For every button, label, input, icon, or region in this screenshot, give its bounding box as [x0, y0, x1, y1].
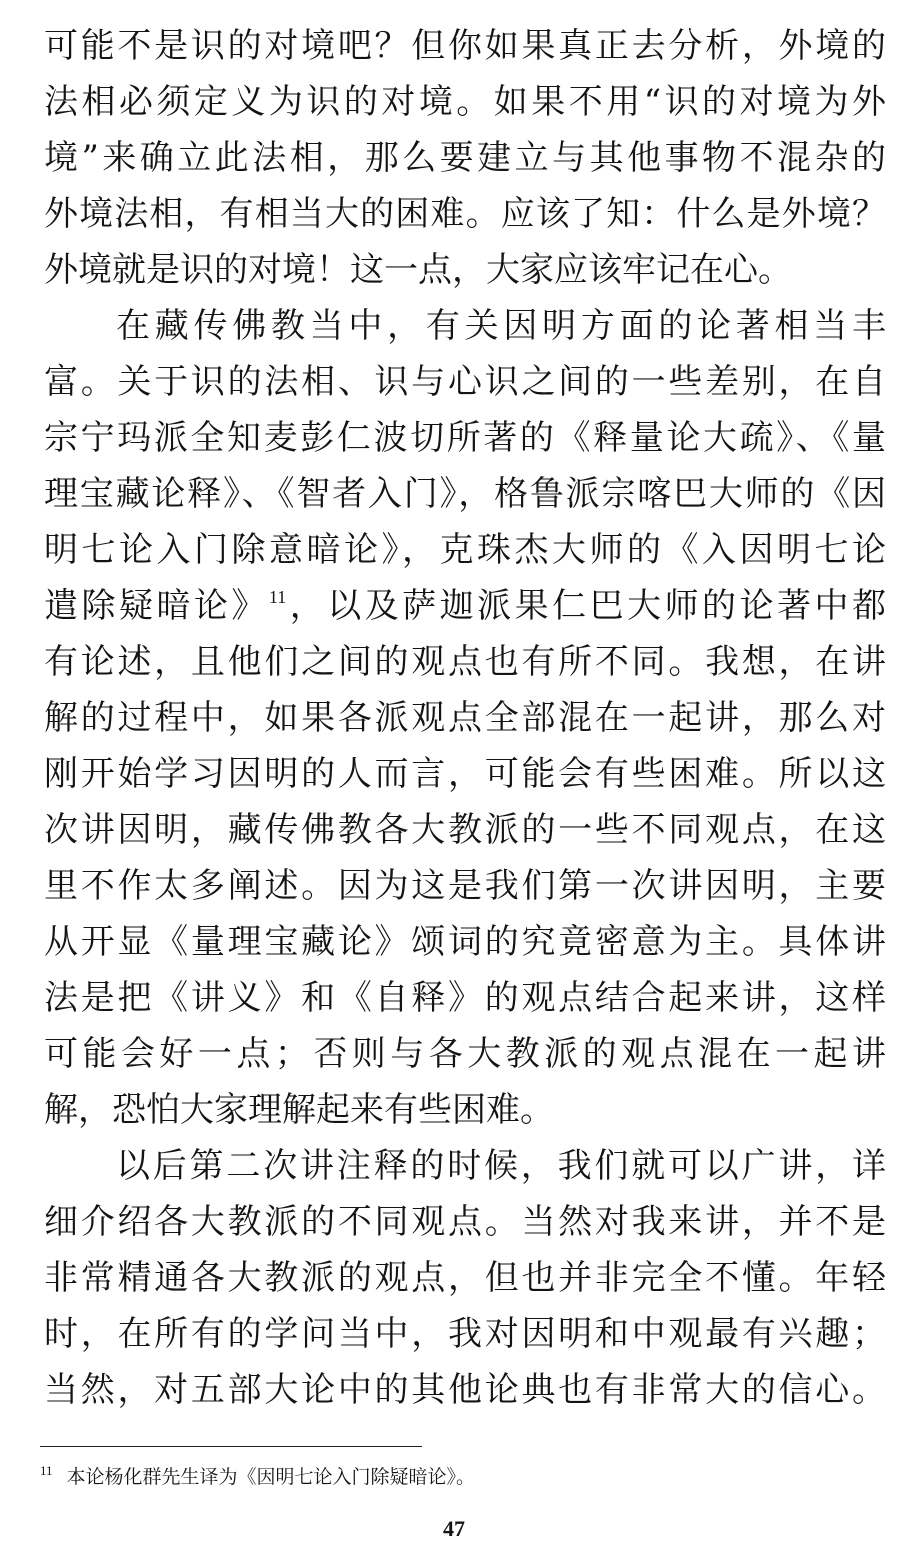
text-line: 宗宁玛派全知麦彭仁波切所著的《释量论大疏》、《量	[44, 418, 886, 458]
text-line-with-footnote-ref	[44, 578, 886, 634]
text-line: 富。关于识的法相、识与心识之间的一些差别，在自	[44, 362, 886, 402]
text-line: 外境就是识的对境！这一点，大家应该牢记在心。	[44, 250, 792, 290]
text-line: 有论述，且他们之间的观点也有所不同。我想，在讲	[44, 642, 886, 682]
text-line: 理宝藏论释》、《智者入门》，格鲁派宗喀巴大师的《因	[44, 474, 886, 514]
text-segment: 遣除疑暗论》	[44, 586, 269, 626]
text-line: 法是把《讲义》和《自释》的观点结合起来讲，这样	[44, 978, 886, 1018]
paragraph-first-line: 在藏传佛教当中，有关因明方面的论著相当丰	[116, 306, 886, 346]
text-line: 里不作太多阐述。因为这是我们第一次讲因明，主要	[44, 866, 886, 906]
text-line: 明七论入门除意暗论》，克珠杰大师的《入因明七论	[44, 530, 886, 570]
footnote-text: 本论杨化群先生译为《因明七论入门除疑暗论》。	[66, 1466, 476, 1488]
text-line: 可能不是识的对境吧？但你如果真正去分析，外境的	[44, 26, 886, 66]
text-line: 境”来确立此法相，那么要建立与其他事物不混杂的	[44, 138, 886, 178]
text-line: 时，在所有的学问当中，我对因明和中观最有兴趣；	[44, 1314, 886, 1354]
paragraph-first-line: 以后第二次讲注释的时候，我们就可以广讲，详	[116, 1146, 886, 1186]
text-line: 法相必须定义为识的对境。如果不用“识的对境为外	[44, 82, 886, 122]
text-line: 刚开始学习因明的人而言，可能会有些困难。所以这	[44, 754, 886, 794]
text-line: 解，恐怕大家理解起来有些困难。	[44, 1090, 554, 1130]
page-number: 47	[443, 1516, 465, 1541]
text-line: 次讲因明，藏传佛教各大教派的一些不同观点，在这	[44, 810, 886, 850]
footnote-number: 11	[40, 1463, 53, 1478]
text-line: 当然，对五部大论中的其他论典也有非常大的信心。	[44, 1370, 886, 1410]
text-line: 从开显《量理宝藏论》颂词的究竟密意为主。具体讲	[44, 922, 886, 962]
text-line: 非常精通各大教派的观点，但也并非完全不懂。年轻	[44, 1258, 886, 1298]
footnote-reference[interactable]: 11	[268, 587, 287, 607]
footnote-divider	[40, 1446, 422, 1447]
text-line: 细介绍各大教派的不同观点。当然对我来讲，并不是	[44, 1202, 886, 1242]
footnote	[40, 1462, 880, 1492]
text-line: 可能会好一点；否则与各大教派的观点混在一起讲	[44, 1034, 886, 1074]
text-line: 解的过程中，如果各派观点全部混在一起讲，那么对	[44, 698, 886, 738]
text-segment: ，以及萨迦派果仁巴大师的论著中都	[286, 586, 886, 626]
text-line: 外境法相，有相当大的困难。应该了知：什么是外境？	[44, 194, 886, 234]
